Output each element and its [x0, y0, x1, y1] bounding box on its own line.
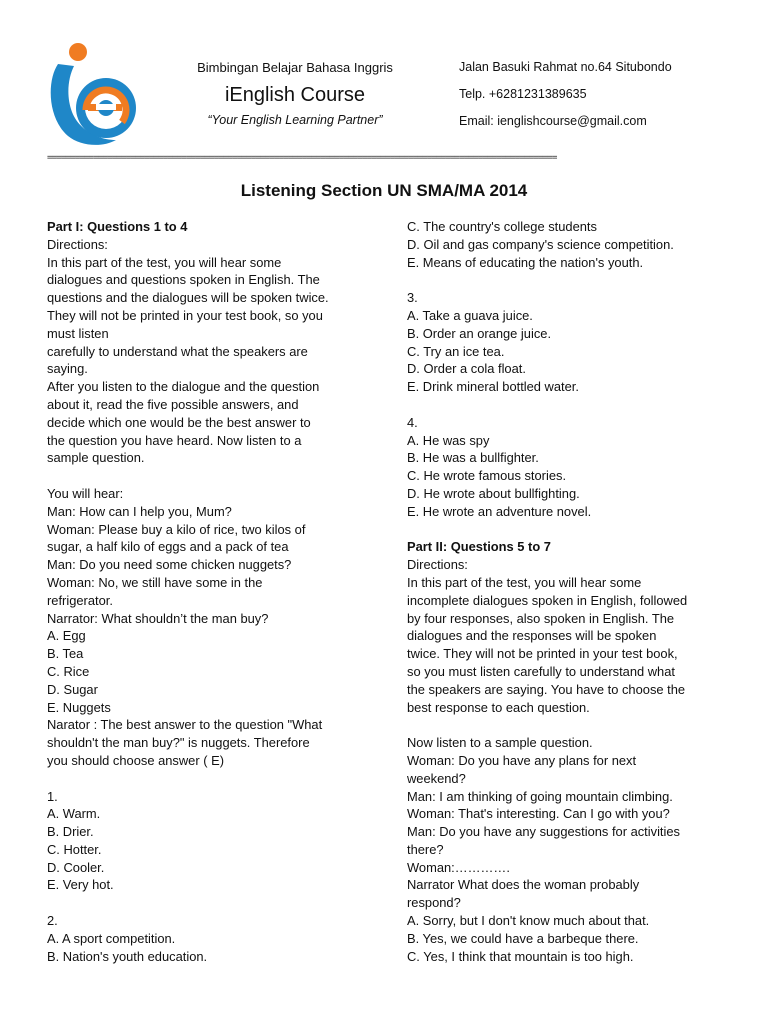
text-line: D. Sugar	[47, 681, 98, 697]
text-line: C. He wrote famous stories.	[407, 468, 567, 484]
text-line: respond?	[407, 895, 461, 911]
blank-line	[47, 467, 367, 485]
text-line: the question you have heard. Now listen to a	[47, 432, 302, 448]
text-line: You will hear:	[47, 485, 124, 501]
text-line: A. He was spy	[407, 432, 490, 448]
text-line: After you listen to the dialogue and the question	[47, 379, 320, 395]
text-line: Woman: Do you have any plans for next	[407, 752, 637, 768]
text-line: E. Very hot.	[47, 877, 114, 893]
text-line: Man: Do you need some chicken nuggets?	[47, 557, 292, 573]
text-line: C. Hotter.	[47, 841, 102, 857]
text-line: Man: How can I help you, Mum?	[47, 503, 232, 519]
text-line: must listen	[47, 325, 109, 341]
blank-line	[407, 716, 727, 734]
text-line: B. He was a bullfighter.	[407, 450, 539, 466]
text-line: E. He wrote an adventure novel.	[407, 503, 592, 519]
text-line: sample question.	[47, 450, 145, 466]
text-line: incomplete dialogues spoken in English, followed	[407, 592, 688, 608]
text-line: Part I: Questions 1 to 4	[47, 219, 188, 234]
text-line: A. Sorry, but I don't know much about that.	[407, 913, 650, 929]
text-line: Narator : The best answer to the question "What	[47, 717, 323, 733]
text-line: C. Rice	[47, 663, 90, 679]
text-line: E. Means of educating the nation's youth.	[407, 254, 644, 270]
text-line: B. Order an orange juice.	[407, 325, 552, 341]
text-line: refrigerator.	[47, 592, 113, 608]
text-line: weekend?	[407, 770, 466, 786]
text-line: there?	[407, 841, 444, 857]
institution-name: Bimbingan Belajar Bahasa Inggris	[197, 60, 393, 75]
text-line: D. Order a cola float.	[407, 361, 526, 377]
text-line: decide which one would be the best answer to	[47, 414, 311, 430]
text-line: Man: Do you have any suggestions for activities	[407, 824, 680, 840]
text-line: so you must listen carefully to understand what	[407, 663, 675, 679]
text-line: twice. They will not be printed in your test book,	[407, 646, 678, 662]
text-line: shouldn't the man buy?" is nuggets. Therefore	[47, 735, 310, 751]
text-line: D. He wrote about bullfighting.	[407, 485, 580, 501]
text-line: Woman: No, we still have some in the	[47, 574, 263, 590]
blank-line	[47, 770, 367, 788]
email: Email: ienglishcourse@gmail.com	[459, 114, 647, 128]
text-line: B. Yes, we could have a barbeque there.	[407, 930, 639, 946]
page-title: Listening Section UN SMA/MA 2014	[240, 181, 528, 200]
text-line: about it, read the five possible answers, and	[47, 396, 299, 412]
text-line: Now listen to a sample question.	[407, 735, 593, 751]
text-line: In this part of the test, you will hear some	[47, 254, 282, 270]
text-line: A. A sport competition.	[47, 930, 176, 946]
address: Jalan Basuki Rahmat no.64 Situbondo	[459, 60, 672, 74]
text-line: 3.	[407, 290, 418, 306]
phone: Telp. +6281231389635	[459, 87, 587, 101]
blank-line	[407, 396, 727, 414]
text-line: E. Drink mineral bottled water.	[407, 379, 579, 395]
header-divider: ==============================================================================================================	[47, 152, 557, 163]
text-line: Directions:	[407, 557, 468, 573]
text-line: E. Nuggets	[47, 699, 111, 715]
text-line: Woman: That's interesting. Can I go with you?	[407, 806, 670, 822]
text-line: Man: I am thinking of going mountain climbing.	[407, 788, 673, 804]
text-line: sugar, a half kilo of eggs and a pack of tea	[47, 539, 289, 555]
blank-line	[407, 521, 727, 539]
text-line: saying.	[47, 361, 88, 377]
text-line: Narrator: What shouldn’t the man buy?	[47, 610, 269, 626]
text-line: you should choose answer ( E)	[47, 752, 224, 768]
text-line: Narrator What does the woman probably	[407, 877, 640, 893]
blank-line	[407, 271, 727, 289]
text-line: 1.	[47, 788, 58, 804]
text-line: B. Tea	[47, 646, 84, 662]
text-line: Woman: Please buy a kilo of rice, two kilos of	[47, 521, 306, 537]
tagline: “Your English Learning Partner”	[207, 113, 383, 127]
text-line: A. Egg	[47, 628, 86, 644]
text-line: carefully to understand what the speakers are	[47, 343, 308, 359]
text-line: In this part of the test, you will hear some	[407, 574, 642, 590]
text-line: D. Cooler.	[47, 859, 105, 875]
right-column	[407, 218, 727, 965]
text-line: C. Yes, I think that mountain is too high.	[407, 948, 634, 964]
brand-name: iEnglish Course	[224, 84, 366, 106]
text-line: B. Nation's youth education.	[47, 948, 208, 964]
left-column	[47, 218, 367, 965]
text-line: C. The country's college students	[407, 219, 597, 234]
text-line: Woman:………….	[407, 859, 510, 875]
ie-logo-icon	[44, 40, 144, 150]
text-line: by four responses, also spoken in English. The	[407, 610, 675, 626]
text-line: questions and the dialogues will be spoken twice.	[47, 290, 329, 306]
blank-line	[47, 894, 367, 912]
text-line: dialogues and questions spoken in English. The	[47, 272, 320, 288]
text-line: best response to each question.	[407, 699, 590, 715]
text-line: B. Drier.	[47, 824, 94, 840]
text-line: dialogues and the responses will be spoken	[407, 628, 657, 644]
text-line: 2.	[47, 913, 58, 929]
text-line: C. Try an ice tea.	[407, 343, 505, 359]
text-line: the speakers are saying. You have to choose the	[407, 681, 686, 697]
text-line: Part II: Questions 5 to 7	[407, 539, 551, 555]
text-line: 4.	[407, 414, 418, 430]
text-line: A. Take a guava juice.	[407, 307, 533, 323]
text-line: A. Warm.	[47, 806, 101, 822]
text-line: They will not be printed in your test book, so you	[47, 307, 323, 323]
text-line: Directions:	[47, 236, 108, 252]
text-line: D. Oil and gas company's science competition.	[407, 236, 674, 252]
